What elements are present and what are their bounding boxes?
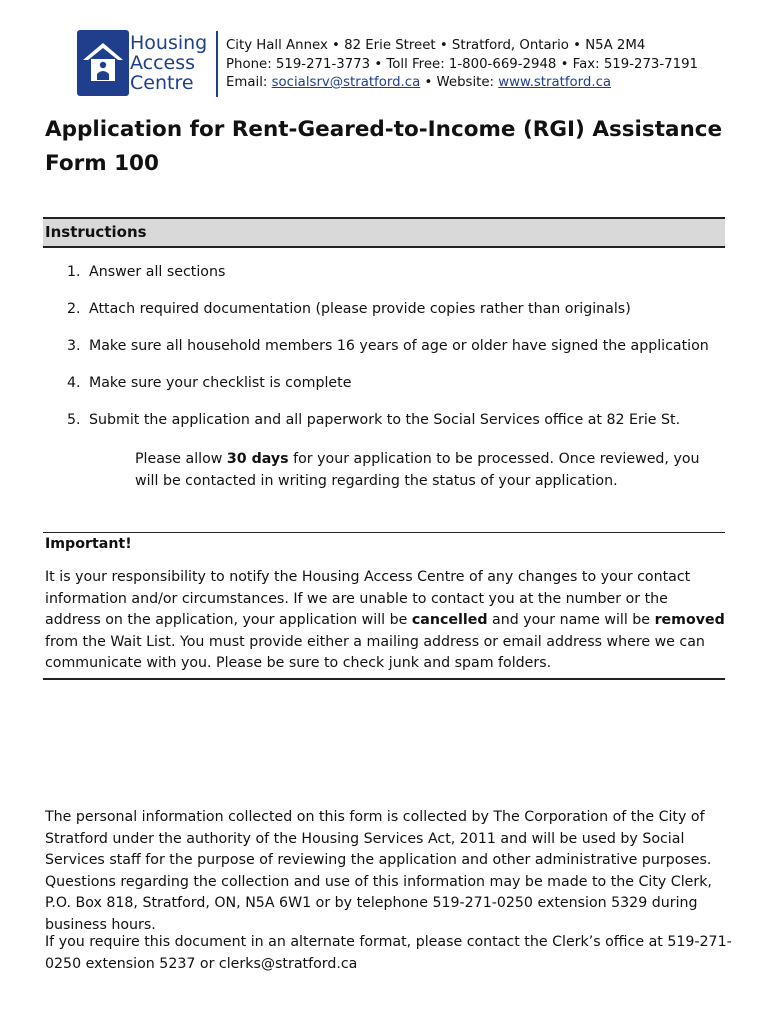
title-line-1: Application for Rent-Geared-to-Income (RGI) Assistance — [45, 117, 723, 142]
step-text: Answer all sections — [89, 264, 226, 280]
important-body — [45, 567, 725, 675]
important-bold-cancelled: cancelled — [411, 612, 488, 629]
step-text: Make sure all household members 16 years of age or older have signed the application — [89, 338, 709, 354]
step-text: Submit the application and all paperwork to the Social Services office at 82 Erie St. — [89, 412, 681, 428]
step-number: 3. — [67, 338, 81, 354]
instructions-header-bar — [43, 217, 725, 248]
important-bold-removed: removed — [654, 612, 725, 629]
house-logo-icon — [77, 30, 129, 96]
email-label: Email: — [226, 75, 272, 90]
contact-block — [226, 37, 698, 93]
step-text: Make sure your checklist is complete — [89, 375, 352, 391]
step-number: 4. — [67, 375, 81, 391]
logo-line-centre: Centre — [130, 72, 194, 94]
important-text-1: It is your responsibility to notify the Housing Access Centre of any changes to your contact information and/or circumstances. If we are unable to contact you at the number or the address on the application, your application will be — [45, 569, 691, 629]
list-item — [67, 264, 225, 280]
website-label: • Website: — [420, 75, 499, 90]
list-item — [67, 412, 680, 428]
website-link[interactable]: www.stratford.ca — [498, 75, 612, 90]
note-text-after: for your application to be processed. Once reviewed, you will be contacted in writing regarding the status of your application. — [135, 451, 700, 489]
email-website-line — [226, 74, 698, 93]
email-link[interactable]: socialsrv@stratford.ca — [271, 75, 421, 90]
list-item — [67, 338, 709, 354]
step-number: 5. — [67, 412, 81, 428]
step-text: Attach required documentation (please provide copies rather than originals) — [89, 301, 631, 317]
step-number: 2. — [67, 301, 81, 317]
address-line: City Hall Annex • 82 Erie Street • Stratford, Ontario • N5A 2M4 — [226, 38, 646, 53]
important-bottom-rule — [43, 678, 725, 680]
step-number: 1. — [67, 264, 81, 280]
instructions-heading: Instructions — [45, 223, 147, 241]
important-text-2: and your name will be — [487, 612, 655, 629]
important-heading: Important! — [45, 536, 132, 552]
header-divider — [216, 31, 218, 97]
page-title — [45, 113, 735, 181]
list-item — [67, 375, 351, 391]
important-top-rule — [43, 532, 725, 533]
logo-line-access: Access — [130, 52, 196, 74]
phone-line: Phone: 519-271-3773 • Toll Free: 1-800-669-2948 • Fax: 519-273-7191 — [226, 56, 699, 72]
logo-wordmark — [130, 33, 216, 93]
important-text-3: from the Wait List. You must provide either a mailing address or email address where we can communicate with you. Please be sure to check junk and spam folders. — [45, 633, 705, 672]
list-item — [67, 301, 631, 317]
privacy-statement: The personal information collected on this form is collected by The Corporation of the City of Stratford under the authority of the Housing Services Act, 2011 and will be used by Social Services staff for the purpose of reviewing the application and other administrative purposes. Questions regarding the collection and use of this information may be made to the City Clerk, P.O. Box 818, Stratford, ON, N5A 6W1 or by telephone 519-271-0250 extension 5329 during business hours. — [45, 809, 712, 933]
processing-time-note — [135, 449, 725, 492]
note-text-before: Please allow — [135, 451, 227, 467]
logo-line-housing: Housing — [130, 32, 208, 54]
title-line-2: Form 100 — [45, 151, 159, 176]
alternate-format-note: If you require this document in an alternate format, please contact the Clerk’s office at 519-271-0250 extension 5237 or clerks@stratford.ca — [45, 934, 732, 972]
note-bold-days: 30 days — [226, 451, 289, 467]
